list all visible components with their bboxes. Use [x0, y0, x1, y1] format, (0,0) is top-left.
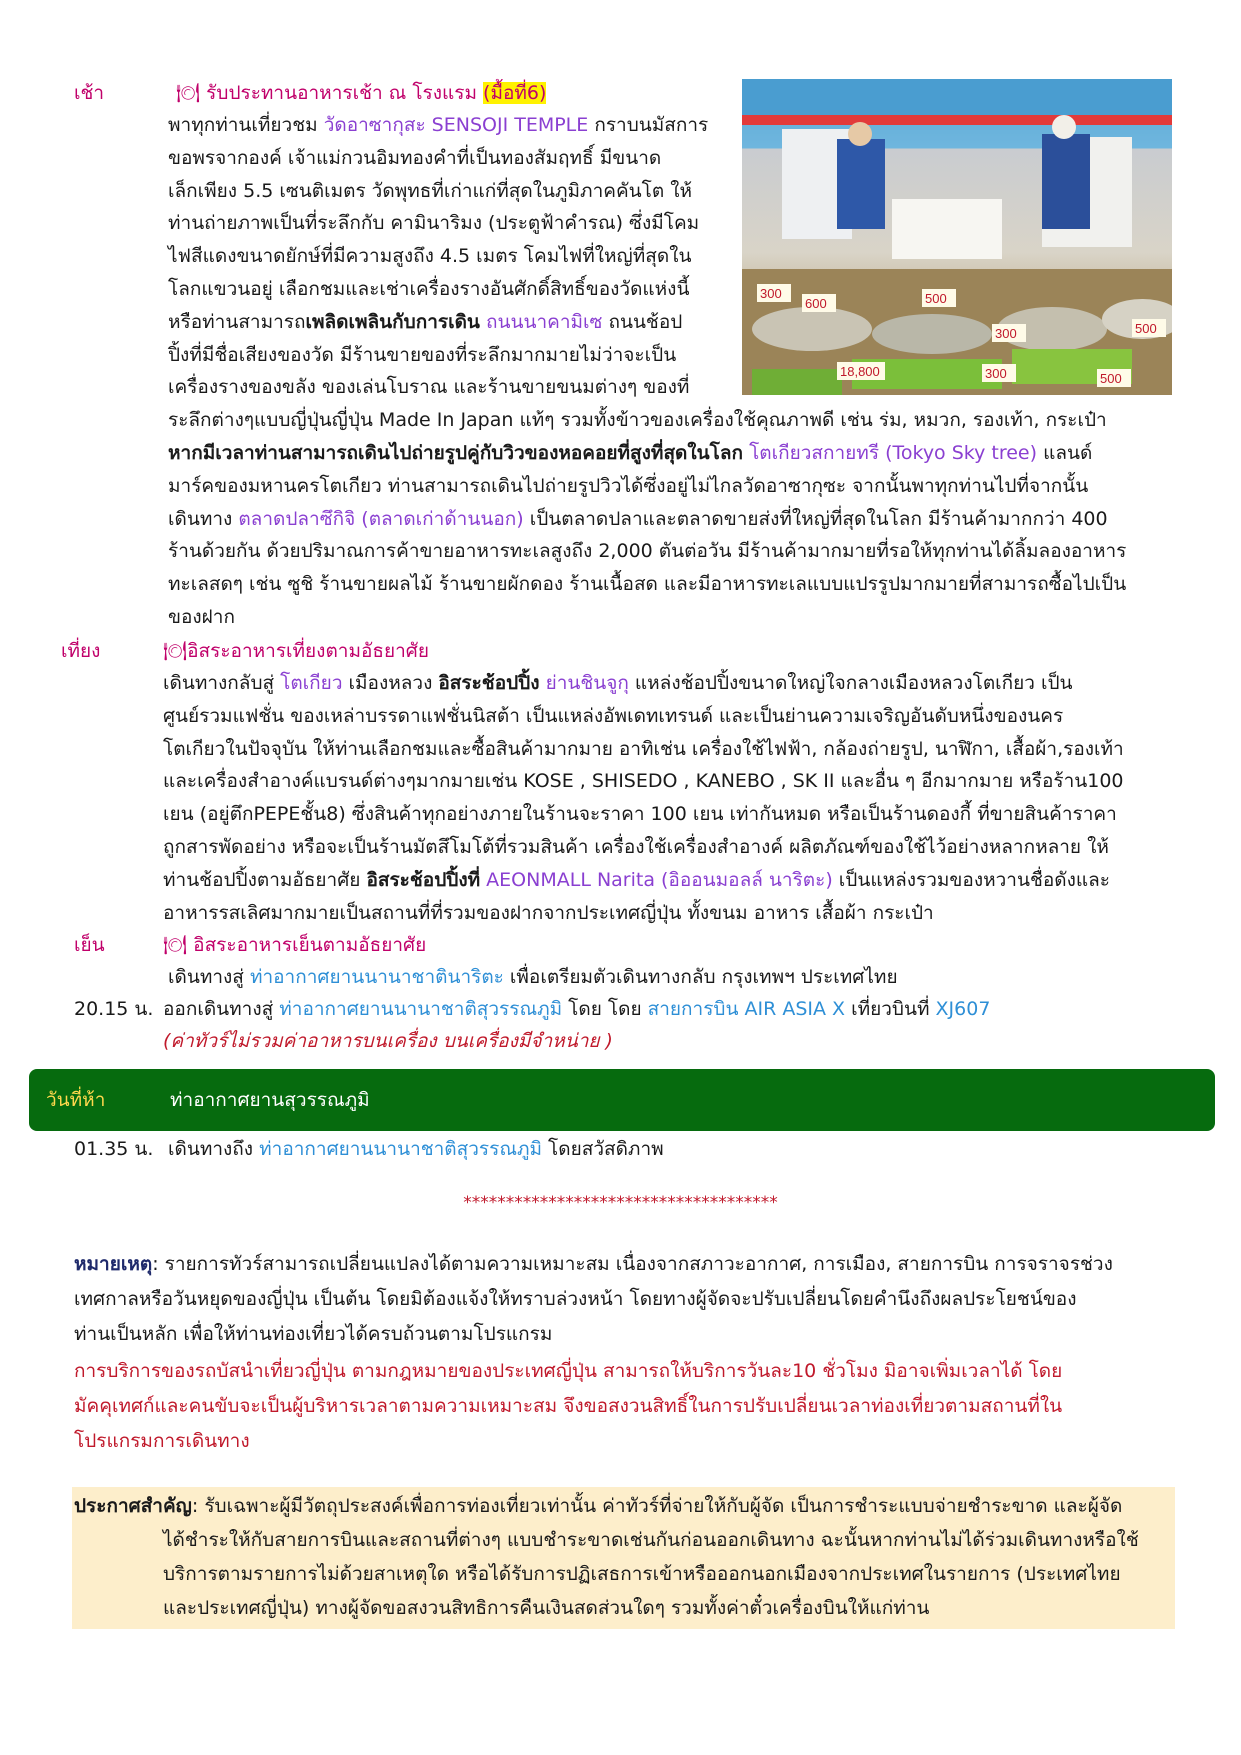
paragraph-line: เยน (อยู่ตึกPEPEชั้น8) ซึ่งสินค้าทุกอย่างภายในร้านจะราคา 100 เยน เท่ากันหมด หรือเป็นร้านดองกี้ ที่ขายสินค้าราคา: [163, 803, 1117, 826]
paragraph-line: ขอพรจากองค์ เจ้าแม่กวนอิมทองคำที่เป็นทองสัมฤทธิ์ มีขนาด: [168, 146, 662, 169]
announce-line-4: และประเทศญี่ปุ่น) ทางผู้จัดขอสงวนสิทธิการคืนเงินสดส่วนใดๆ รวมทั้งค่าตั๋วเครื่องบินให้แก่ท่าน: [163, 1597, 930, 1619]
remark-red-3: โปรแกรมการเดินทาง: [74, 1430, 250, 1452]
meal-text: รับประทานอาหารเช้า ณ โรงแรม: [206, 82, 477, 104]
paragraph-line: ระลึกต่างๆแบบญี่ปุ่นญี่ปุ่น Made In Japan แท้ๆ รวมทั้งข้าวของเครื่องใช้คุณภาพดี เช่น ร่ม, หมวก, รองเท้า, กระเป๋า: [168, 409, 1107, 432]
paragraph-line: โตเกียวในปัจจุบัน ให้ท่านเลือกชมและซื้อสินค้ามากมาย อาทิเช่น เครื่องใช้ไฟฟ้า, กล้องถ่ายรูป, นาฬิกา, เสื้อผ้า,รองเท้า: [163, 737, 1124, 760]
remark-line-1: หมายเหตุ: รายการทัวร์สามารถเปลี่ยนแปลงได้ตามความเหมาะสม เนื่องจากสภาวะอากาศ, การเมือง, สายการบิน การจราจรช่วง: [74, 1253, 1113, 1275]
paragraph-line: ท่านถ่ายภาพเป็นที่ระลึกกับ คามินาริมง (ประตูฟ้าคำรณ) ซึ่งมีโคม: [168, 212, 700, 235]
paragraph-line: เครื่องรางของขลัง ของเล่นโบราณ และร้านขายขนมต่างๆ ของที่: [168, 376, 690, 399]
paragraph-line: หรือท่านสามารถเพลิดเพลินกับการเดิน ถนนนาคามิเซ ถนนช้อป: [168, 310, 683, 333]
arrival-line: เดินทางถึง ท่าอากาศยานนานาชาติสุวรรณภูมิ โดยสวัสดิภาพ: [168, 1138, 664, 1160]
announce-line-2: ได้ชำระให้กับสายการบินและสถานที่ต่างๆ แบบชำระขาดเช่นกันก่อนออกเดินทาง ฉะนั้นหากท่านไม่ได้ร่วมเดินทางหรือใช้: [163, 1529, 1139, 1551]
day-label: วันที่ห้า: [46, 1089, 106, 1111]
meal-icon: 🍽: [163, 640, 188, 662]
paragraph-line: ถูกสารพัดอย่าง หรือจะเป็นร้านมัตสึโมโต้ที่รวมสินค้า เครื่องใช้เครื่องสำอางค์ ผลิตภัณฑ์ของใช้ไว้อย่างหลากหลาย ให้: [163, 836, 1109, 858]
remark-label: หมายเหตุ: [74, 1253, 153, 1275]
flight-time: 20.15 น.: [74, 998, 154, 1020]
label-morning: เช้า: [74, 82, 105, 104]
paragraph-line: เดินทาง ตลาดปลาซึกิจิ (ตลาดเก่าด้านนอก) เป็นตลาดปลาและตลาดขายส่งที่ใหญ่ที่สุดในโลก มีร้านค้ามากกว่า 400: [168, 507, 1108, 530]
label-evening: เย็น: [74, 934, 105, 956]
meal-line-noon: [163, 636, 429, 666]
flight-line: ออกเดินทางสู่ ท่าอากาศยานนานาชาติสุวรรณภูมิ โดย โดย สายการบิน AIR ASIA X เที่ยวบินที่ XJ607: [163, 998, 991, 1020]
price-sign: 600: [805, 296, 827, 311]
remark-line-2: เทศกาลหรือวันหยุดของญี่ปุ่น เป็นต้น โดยมิต้องแจ้งให้ทราบล่วงหน้า โดยทางผู้จัดจะปรับเปลี่ยนโดยคำนึงถึงผลประโยชน์ของ: [74, 1288, 1077, 1310]
fish-market-photo: [742, 79, 1172, 395]
day-title: ท่าอากาศยานสุวรรณภูมิ: [170, 1089, 370, 1111]
paragraph-line: ปิ้งที่มีชื่อเสียงของวัด มีร้านขายของที่ระลึกมากมายไม่ว่าจะเป็น: [168, 343, 677, 366]
price-sign: 300: [760, 286, 782, 301]
meal-line-morning: [176, 78, 546, 108]
meal-tag: (มื้อที่6): [483, 82, 547, 104]
narita-airport-link: ท่าอากาศยานนานาชาตินาริตะ: [249, 966, 504, 988]
paragraph-line: มาร์คของมหานครโตเกียว ท่านสามารถเดินไปถ่ายรูปวิวได้ซึ่งอยู่ไม่ไกลวัดอาซากุซะ จากนั้นพาทุกท่านไปที่จากนั้น: [168, 474, 1089, 497]
price-sign: 500: [1100, 371, 1122, 386]
evening-line: เดินทางสู่ ท่าอากาศยานนานาชาตินาริตะ เพื่อเตรียมตัวเดินทางกลับ กรุงเทพฯ ประเทศไทย: [168, 966, 898, 988]
paragraph-line: ร้านด้วยกัน ด้วยปริมาณการค้าขายอาหารทะเลสูงถึง 2,000 ตันต่อวัน มีร้านค้ามากมายที่รอให้ทุกท่านได้ลิ้มลองอาหาร: [168, 540, 1127, 563]
remark-line-3: ท่านเป็นหลัก เพื่อให้ท่านท่องเที่ยวได้ครบถ้วนตามโปรแกรม: [74, 1323, 553, 1345]
meal-text: อิสระอาหารเที่ยงตามอัธยาศัย: [187, 640, 429, 662]
price-sign: 300: [985, 366, 1007, 381]
paragraph-line: ของฝาก: [168, 606, 235, 628]
remark-red-2: มัคคุเทศก์และคนขับจะเป็นผู้บริหารเวลาตามความเหมาะสม จึงขอสงวนสิทธิ์ในการปรับเปลี่ยนเวลาท่องเที่ยวตามสถานที่ใน: [74, 1395, 1063, 1417]
paragraph-line: ไฟสีแดงขนาดยักษ์ที่มีความสูงถึง 4.5 เมตร โคมไฟที่ใหญ่ที่สุดใน: [168, 245, 692, 268]
day-banner: [29, 1069, 1215, 1131]
paragraph-line: หากมีเวลาท่านสามารถเดินไปถ่ายรูปคู่กับวิวของหอคอยที่สูงที่สุดในโลก โตเกียวสกายทรี (Tokyo Sky tree) แลนด์: [168, 442, 1093, 464]
paragraph-line: เล็กเพียง 5.5 เซนติเมตร วัดพุทธที่เก่าแก่ที่สุดในภูมิภาคคันโต ให้: [168, 179, 693, 202]
paragraph-line: พาทุกท่านเที่ยวชม วัดอาซากุสะ SENSOJI TEMPLE กราบนมัสการ: [168, 114, 709, 136]
paragraph-line: อาหารรสเลิศมากมายเป็นสถานที่ที่รวมของฝากจากประเทศญี่ปุ่น ทั้งขนม อาหาร เสื้อผ้า กระเป๋า: [163, 901, 934, 924]
meal-icon: 🍽: [163, 934, 188, 956]
meal-line-evening: [163, 930, 426, 960]
paragraph-line: ศูนย์รวมแฟชั่น ของเหล่าบรรดาแฟชั่นนิสต้า เป็นแหล่งอัพเดทเทรนด์ และเป็นย่านความเจริญอันดับหนึ่งของนคร: [163, 704, 1064, 727]
label-noon: เที่ยง: [61, 640, 101, 662]
paragraph-line: เดินทางกลับสู่ โตเกียว เมืองหลวง อิสระช้อปปิ้ง ย่านชินจูกุ แหล่งช้อปปิ้งขนาดใหญ่ใจกลางเมืองหลวงโตเกียว เป็น: [163, 672, 1073, 694]
meal-icon: 🍽: [176, 82, 201, 104]
fish-market-illustration: [742, 79, 1172, 395]
flight-note: (ค่าทัวร์ไม่รวมค่าอาหารบนเครื่อง บนเครื่องมีจำหน่าย ): [163, 1030, 613, 1052]
announce-line-3: บริการตามรายการไม่ด้วยสาเหตุใด หรือได้รับการปฏิเสธการเข้าหรือออกนอกเมืองจากประเทศในรายการ (ประเทศไทย: [163, 1563, 1121, 1585]
paragraph-line: โลกแขวนอยู่ เลือกชมและเช่าเครื่องรางอันศักดิ์สิทธิ์ของวัดแห่งนี้: [168, 278, 690, 300]
remark-red-1: การบริการของรถบัสนำเที่ยวญี่ปุ่น ตามกฎหมายของประเทศญี่ปุ่น สามารถให้บริการวันละ10 ชั่วโมง มิอาจเพิ่มเวลาได้ โดย: [74, 1360, 1063, 1382]
arrival-time: 01.35 น.: [74, 1138, 154, 1160]
meal-text: อิสระอาหารเย็นตามอัธยาศัย: [193, 934, 427, 956]
separator-stars: *************************************: [463, 1193, 778, 1213]
paragraph-line: และเครื่องสำอางค์แบรนด์ต่างๆมากมายเช่น KOSE , SHISEDO , KANEBO , SK II และอื่น ๆ อีกมากมาย หรือร้าน100: [163, 770, 1124, 793]
paragraph-line: ท่านช้อปปิ้งตามอัธยาศัย อิสระช้อปปิ้งที่ AEONMALL Narita (อิออนมอลล์ นาริตะ) เป็นแหล่งรวมของหวานชื่อดังและ: [163, 868, 1110, 891]
announce-label: ประกาศสำคัญ: [74, 1495, 192, 1517]
price-sign: 18,800: [840, 364, 880, 379]
price-sign: 500: [925, 291, 947, 306]
paragraph-line: ทะเลสดๆ เช่น ซูชิ ร้านขายผลไม้ ร้านขายผักดอง ร้านเนื้อสด และมีอาหารทะเลแบบแปรรูปมากมายที่สามารถซื้อไปเป็น: [168, 573, 1127, 596]
price-sign: 300: [995, 326, 1017, 341]
announce-line-1: ประกาศสำคัญ: รับเฉพาะผู้มีวัตถุประสงค์เพื่อการท่องเที่ยวเท่านั้น ค่าทัวร์ที่จ่ายให้กับผู้จัด เป็นการชำระแบบจ่ายชำระขาด และผู้จัด: [74, 1495, 1123, 1517]
price-sign: 500: [1135, 321, 1157, 336]
